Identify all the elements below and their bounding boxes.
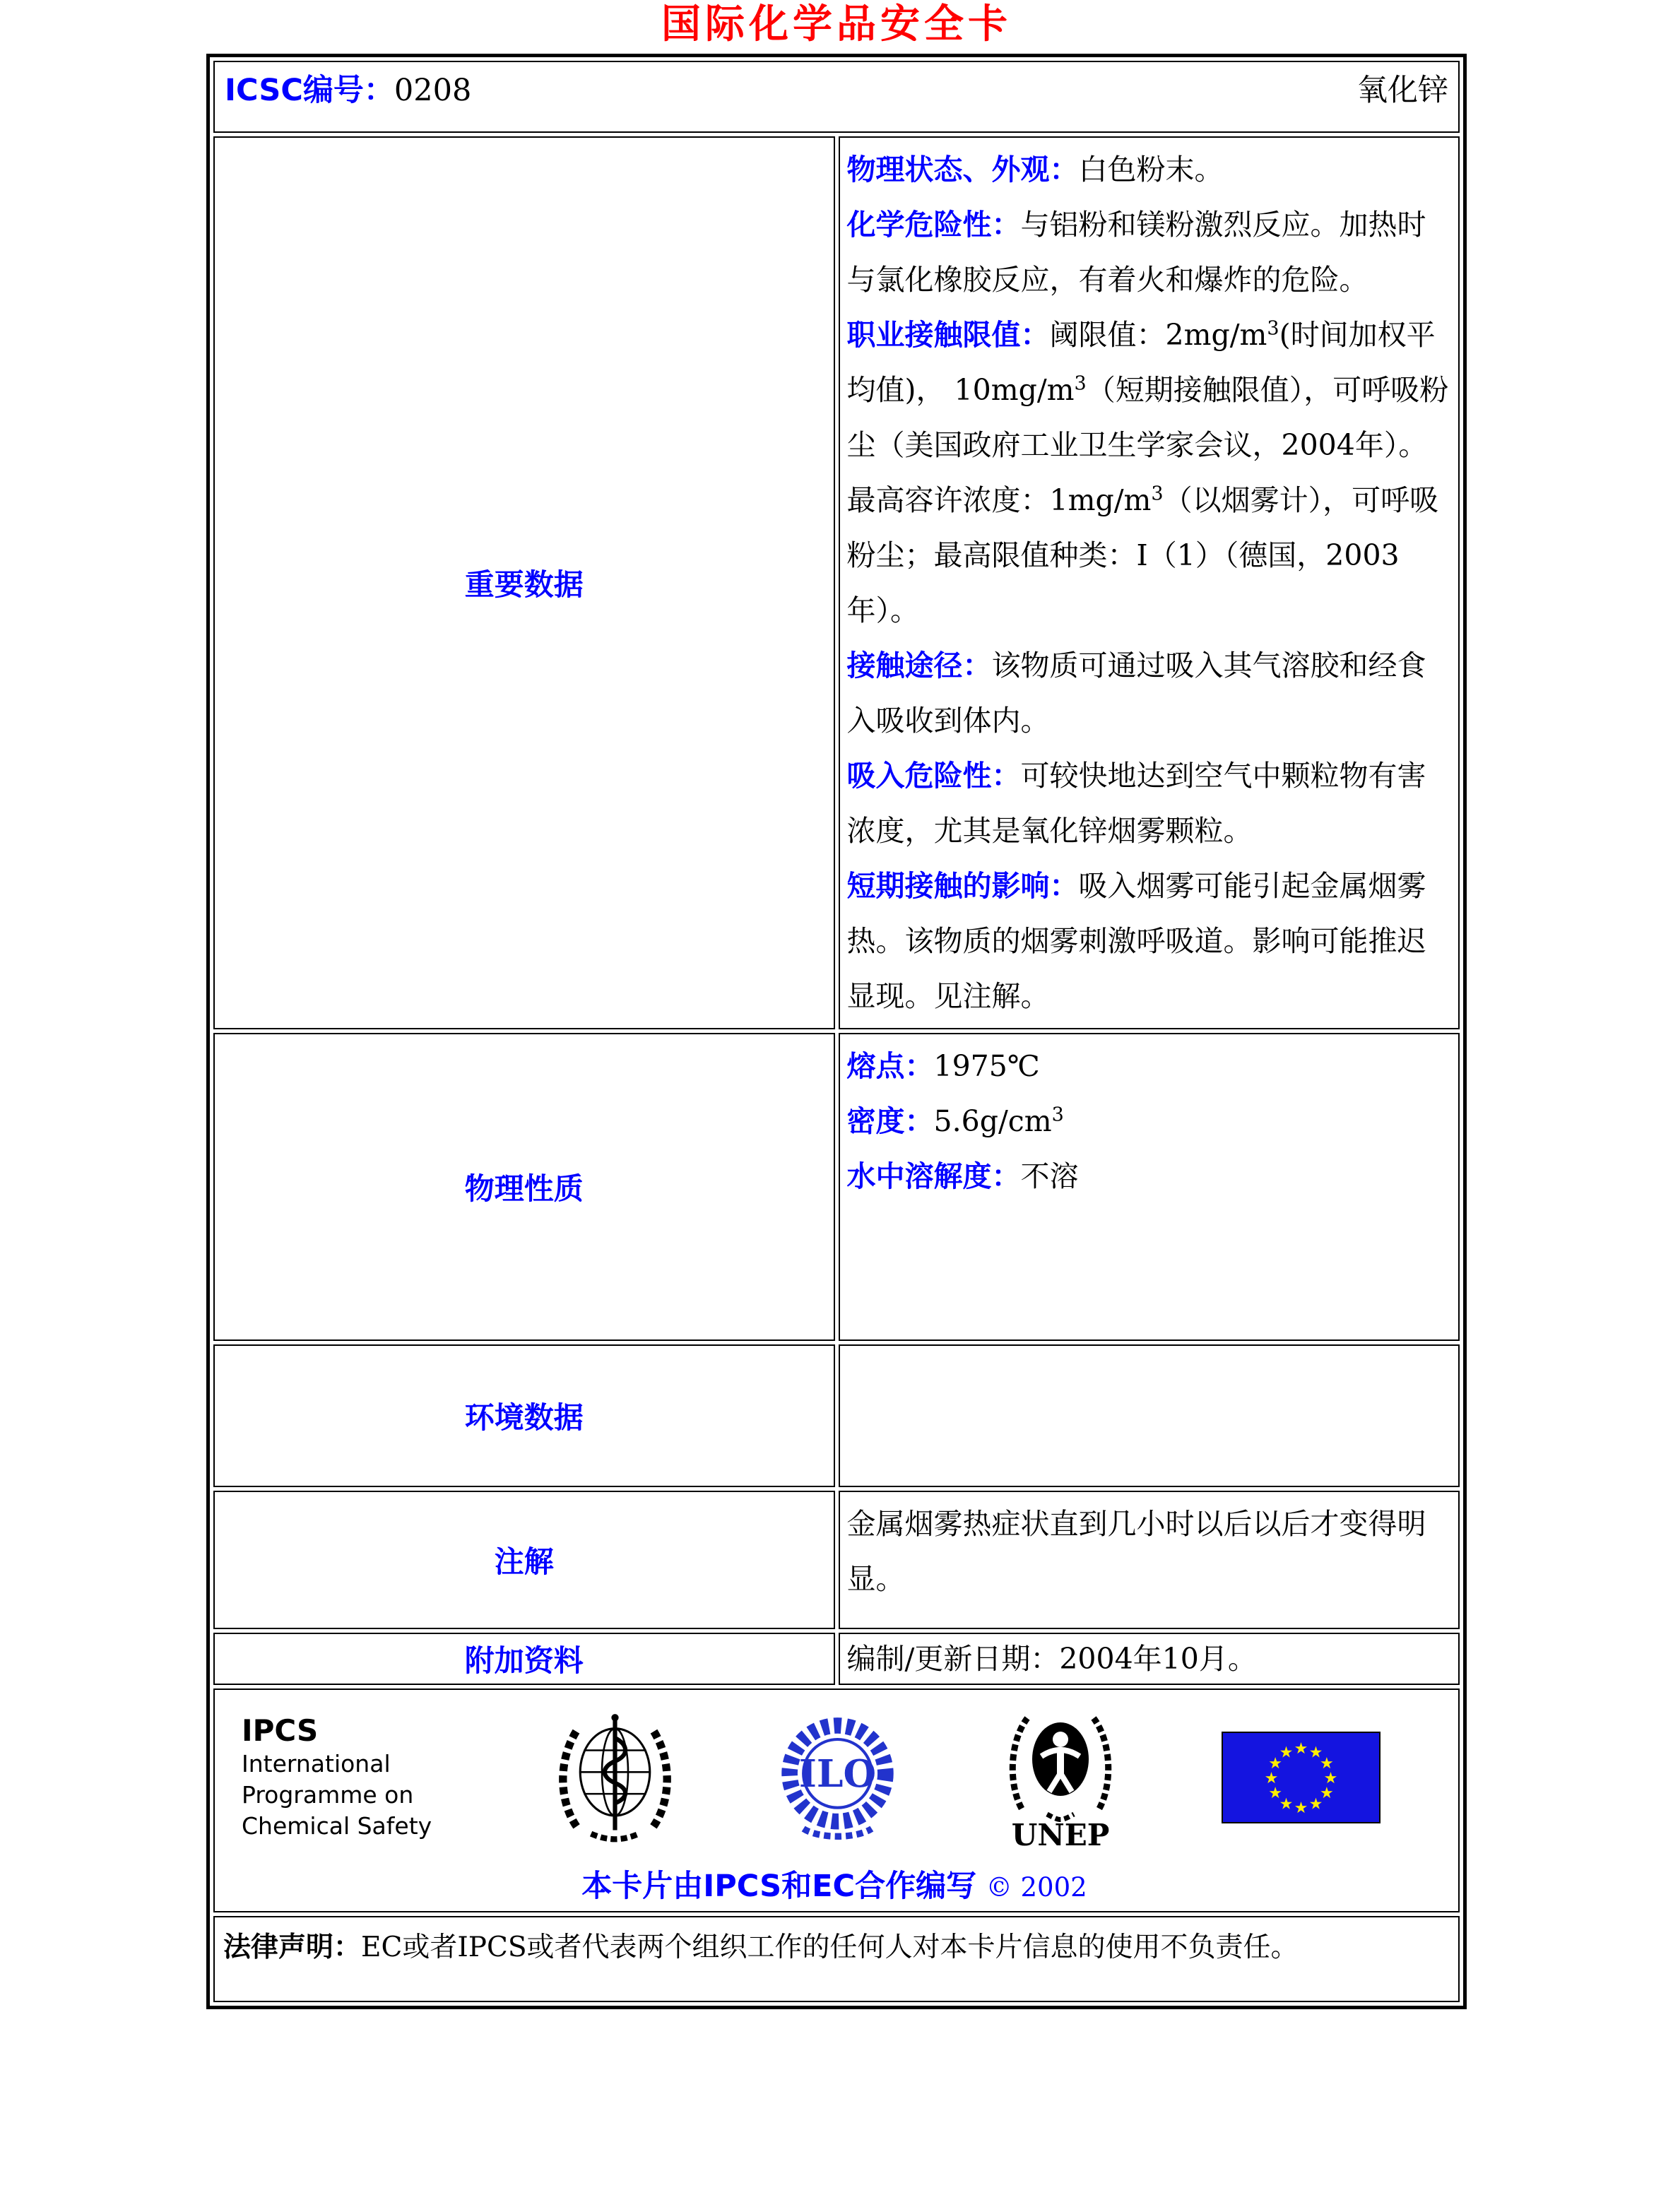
logo-band <box>232 1700 1437 1852</box>
svg-text:★: ★ <box>1264 1769 1279 1787</box>
oel-sup1: 3 <box>1267 317 1279 339</box>
svg-text:ILO: ILO <box>798 1751 877 1796</box>
legal-row <box>213 1916 1460 2002</box>
short-term-effects <box>847 858 1450 1024</box>
row-label-important-data: 重要数据 <box>213 136 835 1029</box>
oel-sup3: 3 <box>1151 482 1164 504</box>
water-solubility-label: 水中溶解度： <box>846 1159 1021 1193</box>
exposure-routes-label: 接触途径： <box>846 648 992 682</box>
water-solubility-value: 不溶 <box>1020 1159 1079 1193</box>
oel-seg3: （短期接触限值），可呼吸粉尘（美国政府工业卫生学家会议，2004年）。最高容许浓度：1mg/m <box>846 372 1449 517</box>
ipcs-line2: Programme on <box>242 1781 414 1809</box>
svg-text:★: ★ <box>1268 1754 1282 1773</box>
row-label-physical-properties: 物理性质 <box>213 1033 835 1341</box>
svg-text:★: ★ <box>1279 1794 1294 1813</box>
unep-logo-icon <box>999 1703 1123 1852</box>
physical-properties-content <box>839 1033 1460 1341</box>
physical-state-label: 物理状态、外观： <box>846 152 1079 187</box>
additional-info-row <box>213 1633 1460 1685</box>
important-data-content <box>839 136 1460 1029</box>
melting-point-value: 1975℃ <box>933 1048 1040 1083</box>
density <box>847 1094 1450 1149</box>
svg-text:★: ★ <box>1308 1744 1323 1762</box>
eu-flag-icon <box>1222 1731 1381 1824</box>
row-label-additional-info: 附加资料 <box>213 1633 835 1685</box>
ipcs-line3: Chemical Safety <box>242 1811 432 1840</box>
row-label-environmental-data: 环境数据 <box>213 1344 835 1487</box>
important-data-row <box>213 136 1460 1029</box>
header-row <box>213 61 1460 133</box>
environmental-data-content <box>839 1344 1460 1487</box>
additional-info-content <box>839 1633 1460 1685</box>
icsc-number-value: 0208 <box>394 72 472 108</box>
who-emblem-icon <box>553 1710 677 1845</box>
svg-text:★: ★ <box>1320 1784 1334 1802</box>
inhalation-risk <box>847 748 1450 858</box>
physical-properties-row <box>213 1033 1460 1341</box>
chemical-hazard-label: 化学危险性： <box>846 207 1021 242</box>
icsc-number-group <box>225 69 471 112</box>
legal-label: 法律声明： <box>223 1931 362 1963</box>
svg-text:★: ★ <box>1294 1739 1308 1758</box>
density-label: 密度： <box>846 1104 934 1138</box>
svg-text:★: ★ <box>1279 1744 1294 1762</box>
footer-logos-row <box>213 1688 1460 1912</box>
occupational-exposure-limits <box>847 307 1450 638</box>
footer-caption <box>232 1862 1437 1905</box>
header-cell <box>213 61 1460 133</box>
chemical-hazard <box>847 197 1450 307</box>
svg-text:★: ★ <box>1308 1794 1323 1813</box>
chemical-name: 氧化锌 <box>1357 72 1448 108</box>
notes-text: 金属烟雾热症状直到几小时以后以后才变得明显。 <box>846 1506 1426 1596</box>
exposure-routes-text: 该物质可通过吸入其气溶胶和经食入吸收到体内。 <box>846 648 1426 738</box>
notes-row <box>213 1491 1460 1629</box>
short-term-effects-text: 吸入烟雾可能引起金属烟雾热。该物质的烟雾刺激呼吸道。影响可能推迟显现。见注解。 <box>846 868 1426 1013</box>
oel-sup2: 3 <box>1074 372 1087 394</box>
oel-seg4: （以烟雾计），可呼吸粉尘；最高限值种类：I（1）（德国，2003年）。 <box>846 483 1439 627</box>
notes-content <box>839 1491 1460 1629</box>
ipcs-acronym: IPCS <box>242 1713 319 1749</box>
footer-copyright: © 2002 <box>986 1871 1087 1903</box>
occupational-limits-label: 职业接触限值： <box>846 317 1050 352</box>
additional-info-text: 编制/更新日期：2004年10月。 <box>846 1641 1257 1676</box>
environmental-data-row <box>213 1344 1460 1487</box>
ilo-logo-icon <box>776 1714 899 1841</box>
melting-point <box>847 1039 1450 1094</box>
physical-state-text: 白色粉末。 <box>1078 152 1224 187</box>
oel-seg1: 阈限值：2mg/m <box>1049 317 1267 352</box>
row-label-notes: 注解 <box>213 1491 835 1629</box>
page-title: 国际化学品安全卡 <box>661 1 1012 47</box>
density-sup: 3 <box>1051 1103 1064 1125</box>
footer-logos-cell <box>213 1688 1460 1912</box>
chemical-hazard-text: 与铝粉和镁粉激烈反应。加热时与氯化橡胶反应，有着火和爆炸的危险。 <box>846 207 1426 297</box>
ipcs-line1: International <box>242 1750 391 1778</box>
svg-text:★: ★ <box>1323 1769 1338 1787</box>
icsc-number-label: ICSC编号： <box>225 72 394 108</box>
inhalation-risk-text: 可较快地达到空气中颗粒物有害浓度，尤其是氧化锌烟雾颗粒。 <box>846 758 1426 848</box>
svg-text:★: ★ <box>1294 1799 1308 1817</box>
density-value: 5.6g/cm <box>933 1104 1052 1138</box>
svg-text:★: ★ <box>1320 1754 1334 1773</box>
legal-text: EC或者IPCS或者代表两个组织工作的任何人对本卡片信息的使用不负责任。 <box>361 1931 1299 1963</box>
ipcs-text-block <box>242 1713 454 1841</box>
footer-caption-text: 本卡片由IPCS和EC合作编写 <box>581 1868 977 1904</box>
svg-text:★: ★ <box>1268 1784 1282 1802</box>
short-term-effects-label: 短期接触的影响： <box>846 868 1079 903</box>
legal-cell <box>213 1916 1460 2002</box>
melting-point-label: 熔点： <box>846 1048 934 1083</box>
water-solubility <box>847 1149 1450 1204</box>
physical-state-appearance <box>847 142 1450 197</box>
svg-text:UNEP: UNEP <box>1011 1817 1109 1852</box>
icsc-card-table <box>206 54 1467 2009</box>
exposure-routes <box>847 638 1450 748</box>
inhalation-risk-label: 吸入危险性： <box>846 758 1021 793</box>
oel-seg2: (时间加权平均值)， 10mg/m <box>846 317 1436 407</box>
